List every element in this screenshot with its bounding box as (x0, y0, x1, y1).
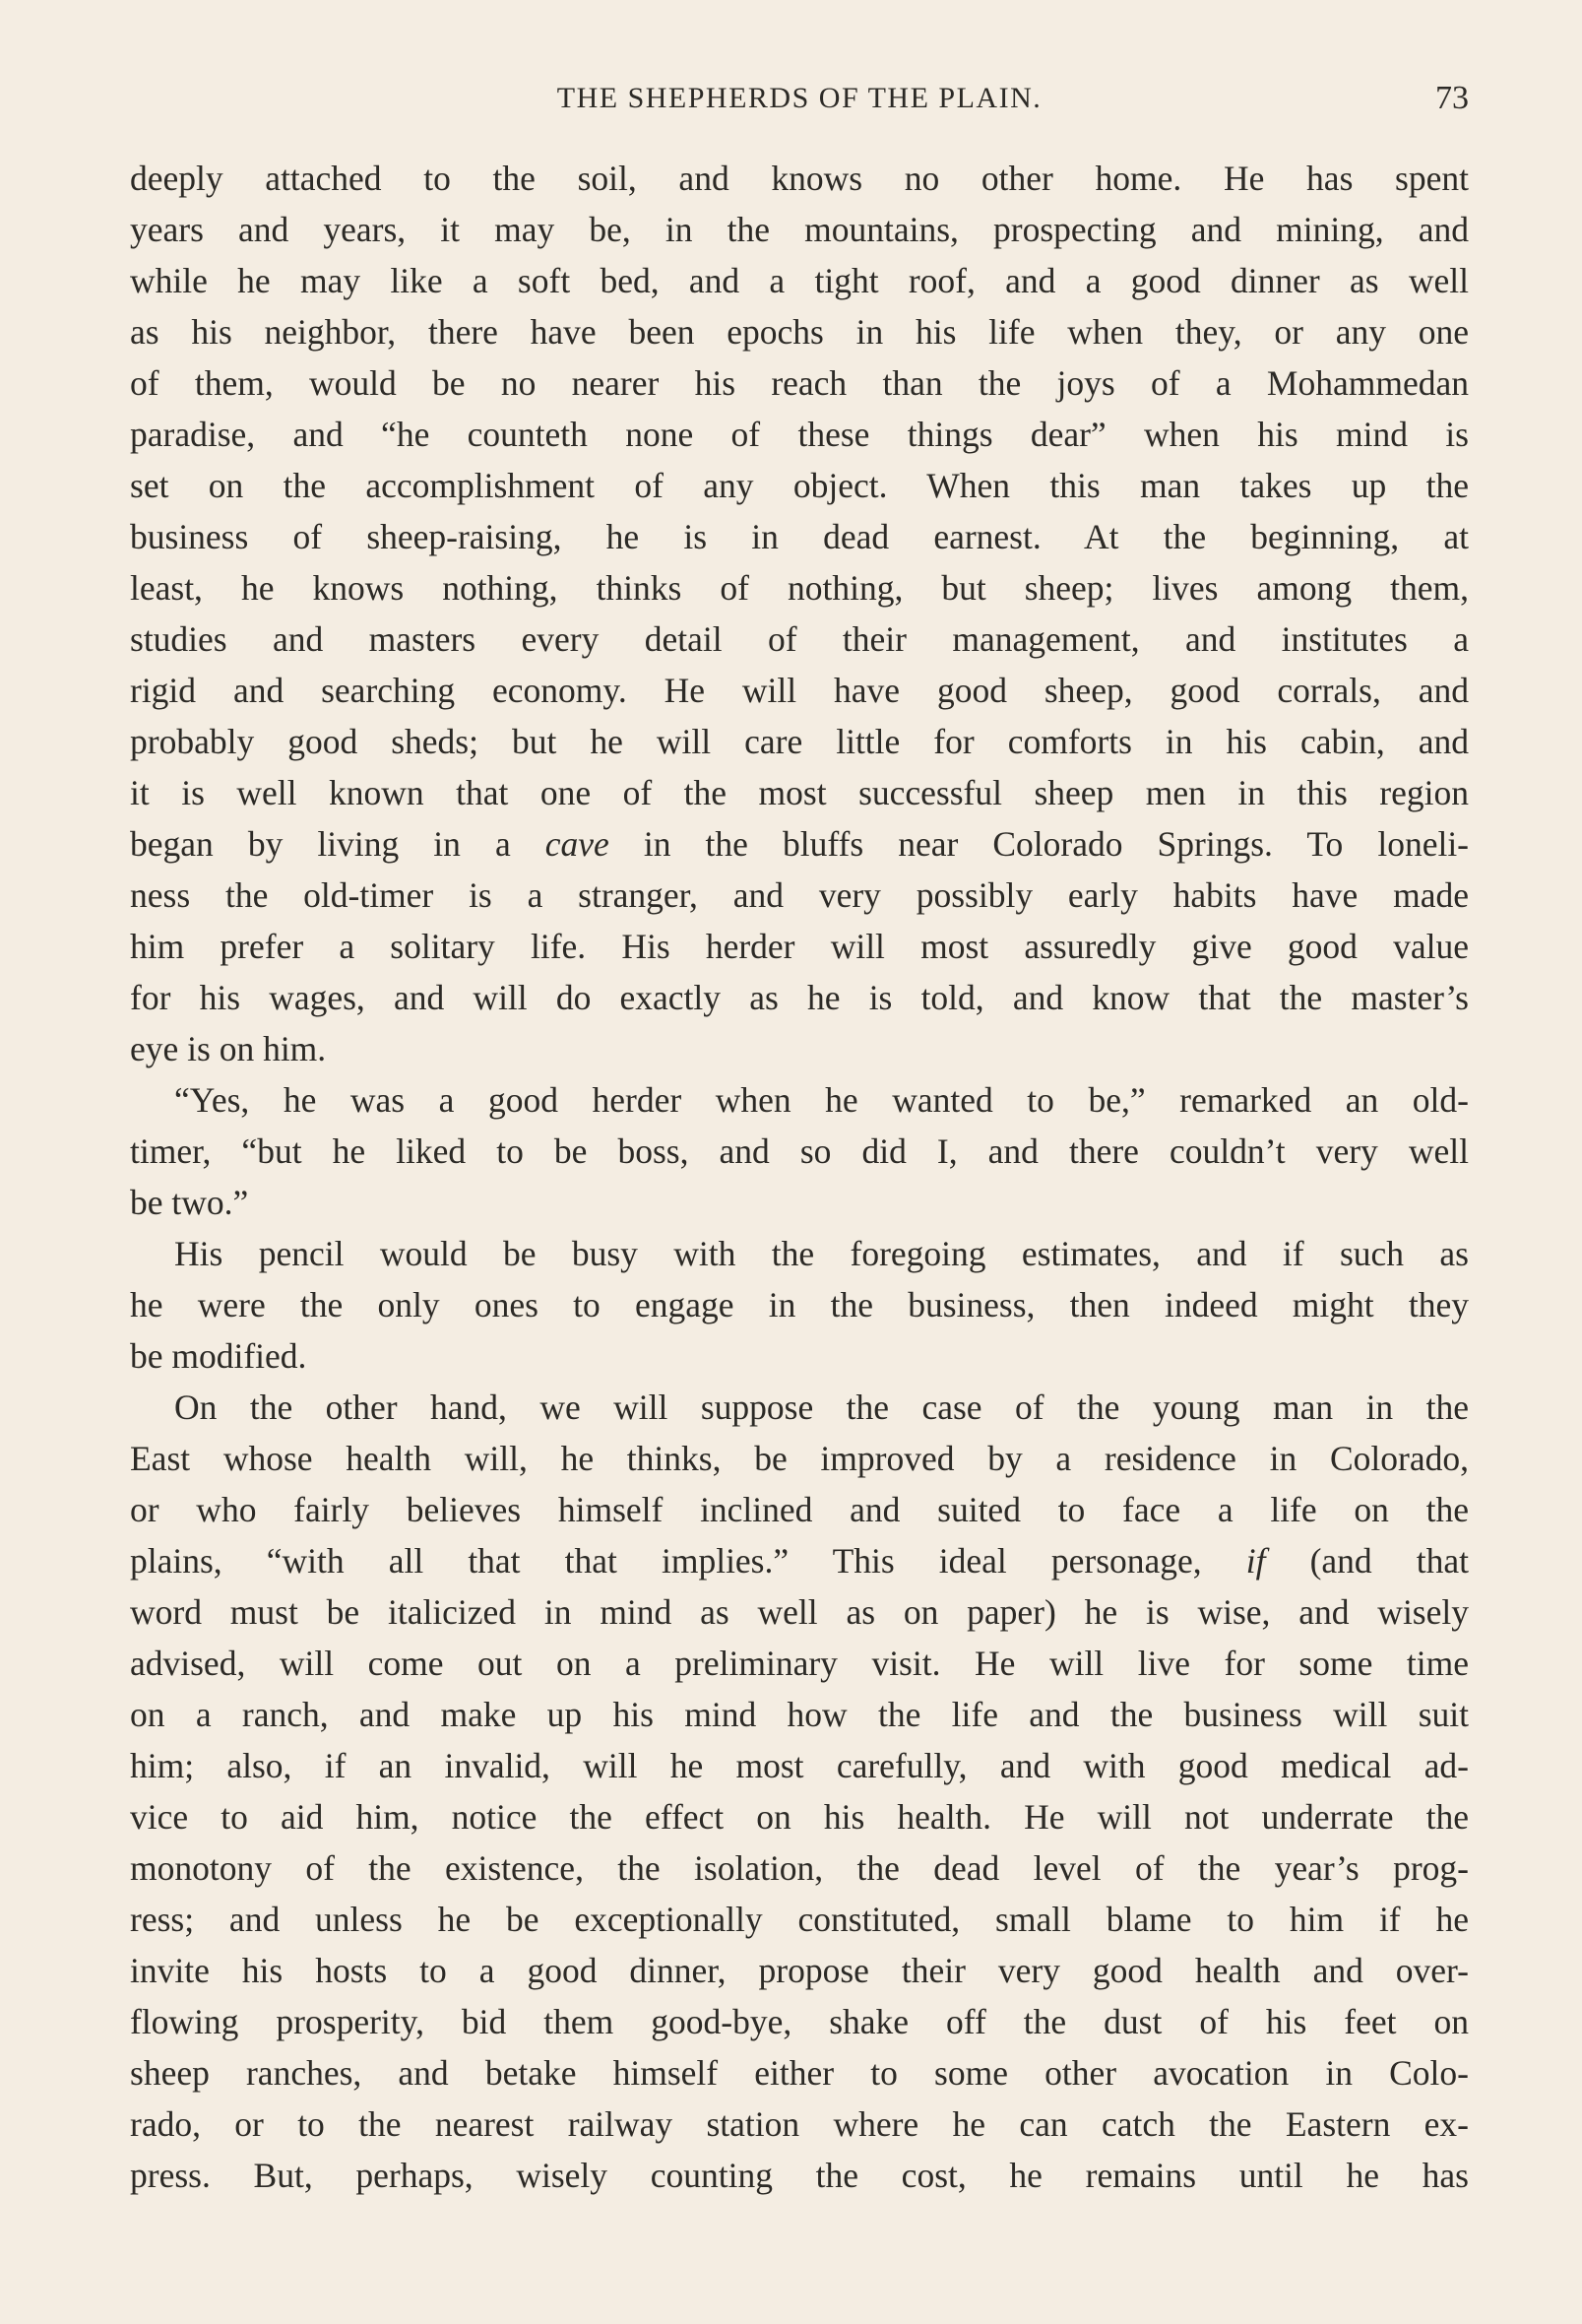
page-number: 73 (1435, 80, 1469, 116)
text-line: of them, would be no nearer his reach than the joys of a Mohammedan (130, 363, 1469, 403)
text-line: press. But, perhaps, wisely counting the cost, he remains until he has (130, 2156, 1469, 2195)
text-line: rado, or to the nearest railway station where he can catch the Eastern ex- (130, 2104, 1469, 2144)
text-line: him prefer a solitary life. His herder will most assuredly give good value (130, 927, 1469, 966)
text-line: while he may like a soft bed, and a tight roof, and a good dinner as well (130, 261, 1469, 300)
text-line: business of sheep-raising, he is in dead earnest. At the beginning, at (130, 517, 1469, 556)
text-line: for his wages, and will do exactly as he is told, and know that the master’s (130, 978, 1469, 1017)
running-head (130, 77, 1469, 120)
text-line: studies and masters every detail of their management, and institutes a (130, 619, 1469, 659)
text-line (130, 818, 1469, 870)
text-line: as his neighbor, there have been epochs in his life when they, or any one (130, 312, 1469, 352)
text-line: deeply attached to the soil, and knows no other home. He has spent (130, 159, 1469, 198)
text-line: rigid and searching economy. He will have good sheep, good corrals, and (130, 671, 1469, 710)
text-line: on a ranch, and make up his mind how the life and the business will suit (130, 1695, 1469, 1734)
text-line: His pencil would be busy with the foregoing estimates, and if such as (174, 1234, 1469, 1273)
text-line: On the other hand, we will suppose the case of the young man in the (174, 1388, 1469, 1427)
text-line: vice to aid him, notice the effect on his health. He will not underrate the (130, 1797, 1469, 1837)
italic-word: if (1245, 1541, 1266, 1581)
text-line: flowing prosperity, bid them good-bye, shake off the dust of his feet on (130, 2002, 1469, 2041)
text-line: be modified. (130, 1336, 307, 1376)
text-line: or who fairly believes himself inclined and suited to face a life on the (130, 1490, 1469, 1529)
text-line: ness the old-timer is a stranger, and very possibly early habits have made (130, 875, 1469, 915)
text-line: ress; and unless he be exceptionally constituted, small blame to him if he (130, 1900, 1469, 1939)
text-line: set on the accomplishment of any object. When this man takes up the (130, 466, 1469, 505)
text-line: advised, will come out on a preliminary visit. He will live for some time (130, 1644, 1469, 1683)
text-segment: plains, “with all that that implies.” This ideal personage, (130, 1541, 1246, 1581)
text-line: be two.” (130, 1183, 249, 1222)
text-line (130, 1535, 1469, 1586)
text-segment: began by living in a (130, 824, 545, 864)
text-line: timer, “but he liked to be boss, and so did I, and there couldn’t very well (130, 1131, 1469, 1171)
text-line: “Yes, he was a good herder when he wanted to be,” remarked an old- (174, 1080, 1469, 1120)
text-line: years and years, it may be, in the mountains, prospecting and mining, and (130, 210, 1469, 249)
text-line: paradise, and “he counteth none of these things dear” when his mind is (130, 415, 1469, 454)
text-line: him; also, if an invalid, will he most carefully, and with good medical ad- (130, 1746, 1469, 1785)
text-line: invite his hosts to a good dinner, propose their very good health and over- (130, 1951, 1469, 1990)
text-line: eye is on him. (130, 1029, 327, 1068)
italic-word: cave (544, 824, 609, 864)
text-line: probably good sheds; but he will care little for comforts in his cabin, and (130, 722, 1469, 761)
text-line: sheep ranches, and betake himself either to some other avocation in Colo- (130, 2053, 1469, 2093)
body-text (130, 153, 1469, 2201)
text-line: East whose health will, he thinks, be improved by a residence in Colorado, (130, 1439, 1469, 1478)
text-segment: in the bluffs near Colorado Springs. To loneli- (608, 824, 1469, 864)
running-title: THE SHEPHERDS OF THE PLAIN. (556, 82, 1043, 114)
text-segment: (and that (1265, 1541, 1469, 1581)
text-line: it is well known that one of the most successful sheep men in this region (130, 773, 1469, 812)
text-line: word must be italicized in mind as well as on paper) he is wise, and wisely (130, 1592, 1469, 1632)
text-line: least, he knows nothing, thinks of nothing, but sheep; lives among them, (130, 568, 1469, 608)
text-line: monotony of the existence, the isolation, the dead level of the year’s prog- (130, 1848, 1469, 1888)
text-line: he were the only ones to engage in the business, then indeed might they (130, 1285, 1469, 1324)
